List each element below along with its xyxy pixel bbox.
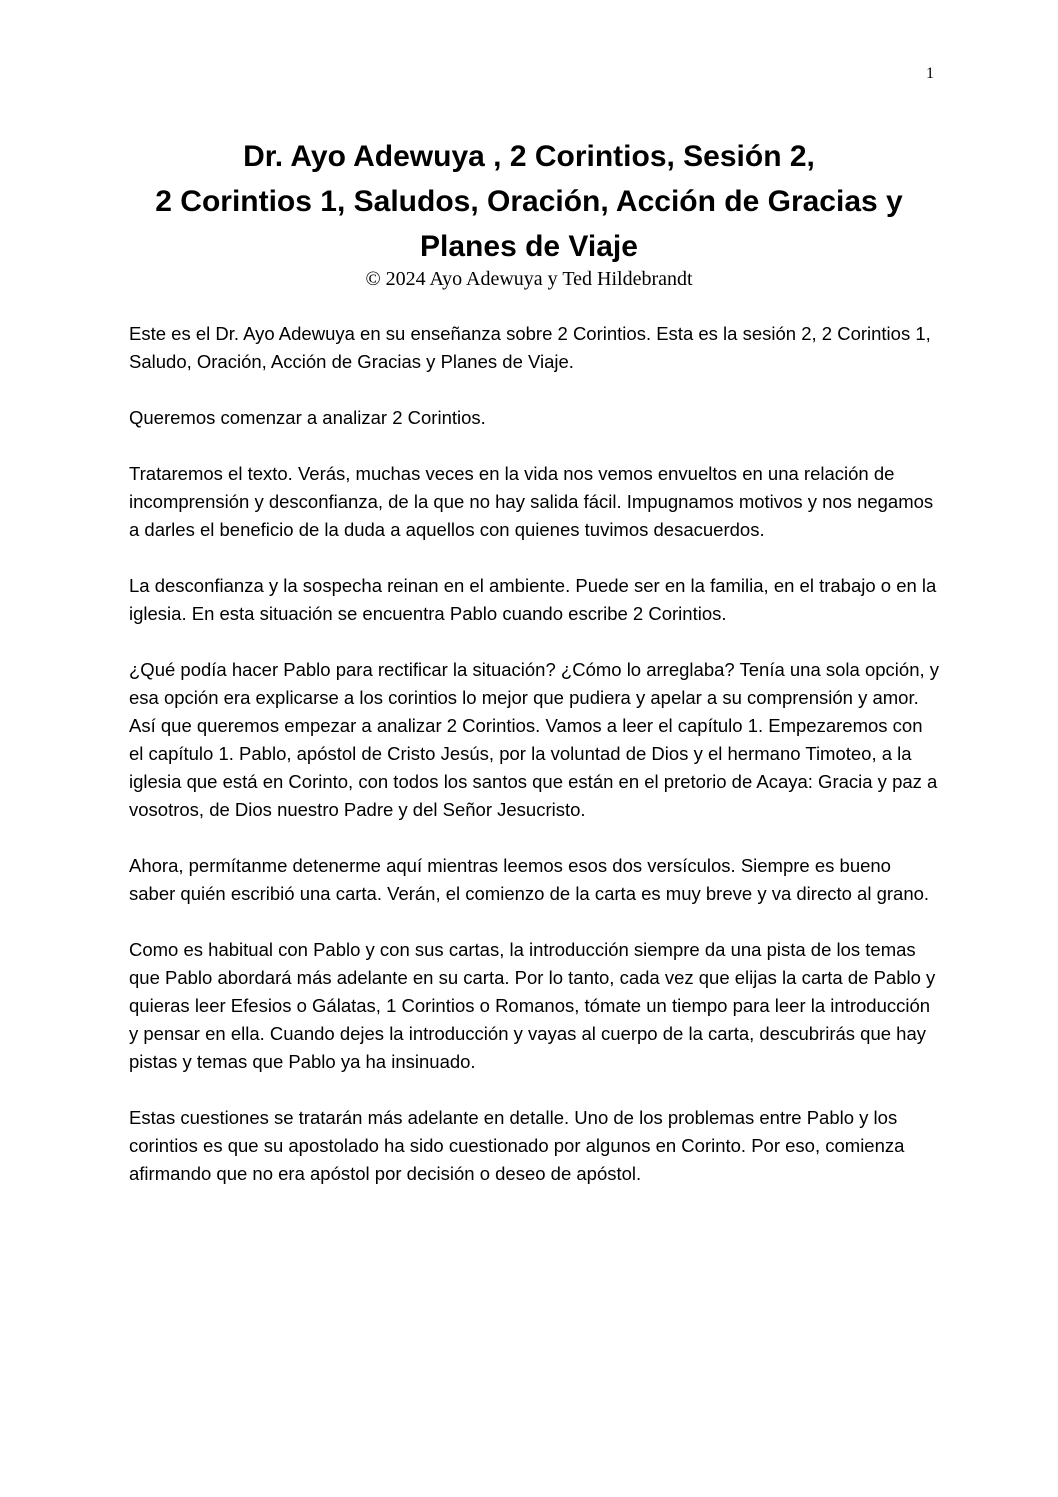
paragraph-3: Trataremos el texto. Verás, muchas veces en la vida nos vemos envueltos en una relación de incomprensión y desconfianza, de la que no hay salida fácil. Impugnamos motivos y nos negamos a darles el beneficio de la duda a aquellos con quienes tuvimos desacuerdos.: [129, 463, 934, 540]
paragraph-6: Ahora, permítanme detenerme aquí mientras leemos esos dos versículos. Siempre es bueno saber quién escribió una carta. Verán, el comienzo de la carta es muy breve y va directo al grano.: [129, 855, 930, 904]
document-body: [129, 320, 941, 1216]
paragraph-4: La desconfianza y la sospecha reinan en el ambiente. Puede ser en la familia, en el trabajo o en la iglesia. En esta situación se encuentra Pablo cuando escribe 2 Corintios.: [129, 575, 937, 624]
paragraph-5: ¿Qué podía hacer Pablo para rectificar la situación? ¿Cómo lo arreglaba? Tenía una sola opción, y esa opción era explicarse a los corintios lo mejor que pudiera y apelar a su comprensión y amor. Así que queremos empezar a analizar 2 Corintios. Vamos a leer el capítulo 1. Empezaremos con el capítulo 1. Pablo, apóstol de Cristo Jesús, por la voluntad de Dios y el hermano Timoteo, a la iglesia que está en Corinto, con todos los santos que están en el pretorio de Acaya: Gracia y paz a vosotros, de Dios nuestro Padre y del Señor Jesucristo.: [129, 659, 940, 820]
title-line-1: Dr. Ayo Adewuya , 2 Corintios, Sesión 2,: [243, 140, 815, 173]
title-line-3: Planes de Viaje: [420, 230, 638, 263]
title-line-2: 2 Corintios 1, Saludos, Oración, Acción de Gracias y: [155, 185, 903, 218]
copyright-line: © 2024 Ayo Adewuya y Ted Hildebrandt: [365, 268, 693, 290]
paragraph-2: Queremos comenzar a analizar 2 Corintios.: [129, 407, 486, 428]
page-number: 1: [926, 65, 934, 82]
document-title: [100, 134, 958, 269]
paragraph-7: Como es habitual con Pablo y con sus cartas, la introducción siempre da una pista de los temas que Pablo abordará más adelante en su carta. Por lo tanto, cada vez que elijas la carta de Pablo y quieras leer Efesios o Gálatas, 1 Corintios o Romanos, tómate un tiempo para leer la introducción y pensar en ella. Cuando dejes la introducción y vayas al cuerpo de la carta, descubrirás que hay pistas y temas que Pablo ya ha insinuado.: [129, 939, 936, 1072]
paragraph-8: Estas cuestiones se tratarán más adelante en detalle. Uno de los problemas entre Pablo y los corintios es que su apostolado ha sido cuestionado por algunos en Corinto. Por eso, comienza afirmando que no era apóstol por decisión o deseo de apóstol.: [129, 1107, 905, 1184]
paragraph-1: Este es el Dr. Ayo Adewuya en su enseñanza sobre 2 Corintios. Esta es la sesión 2, 2 Corintios 1, Saludo, Oración, Acción de Gracias y Planes de Viaje.: [129, 323, 931, 372]
